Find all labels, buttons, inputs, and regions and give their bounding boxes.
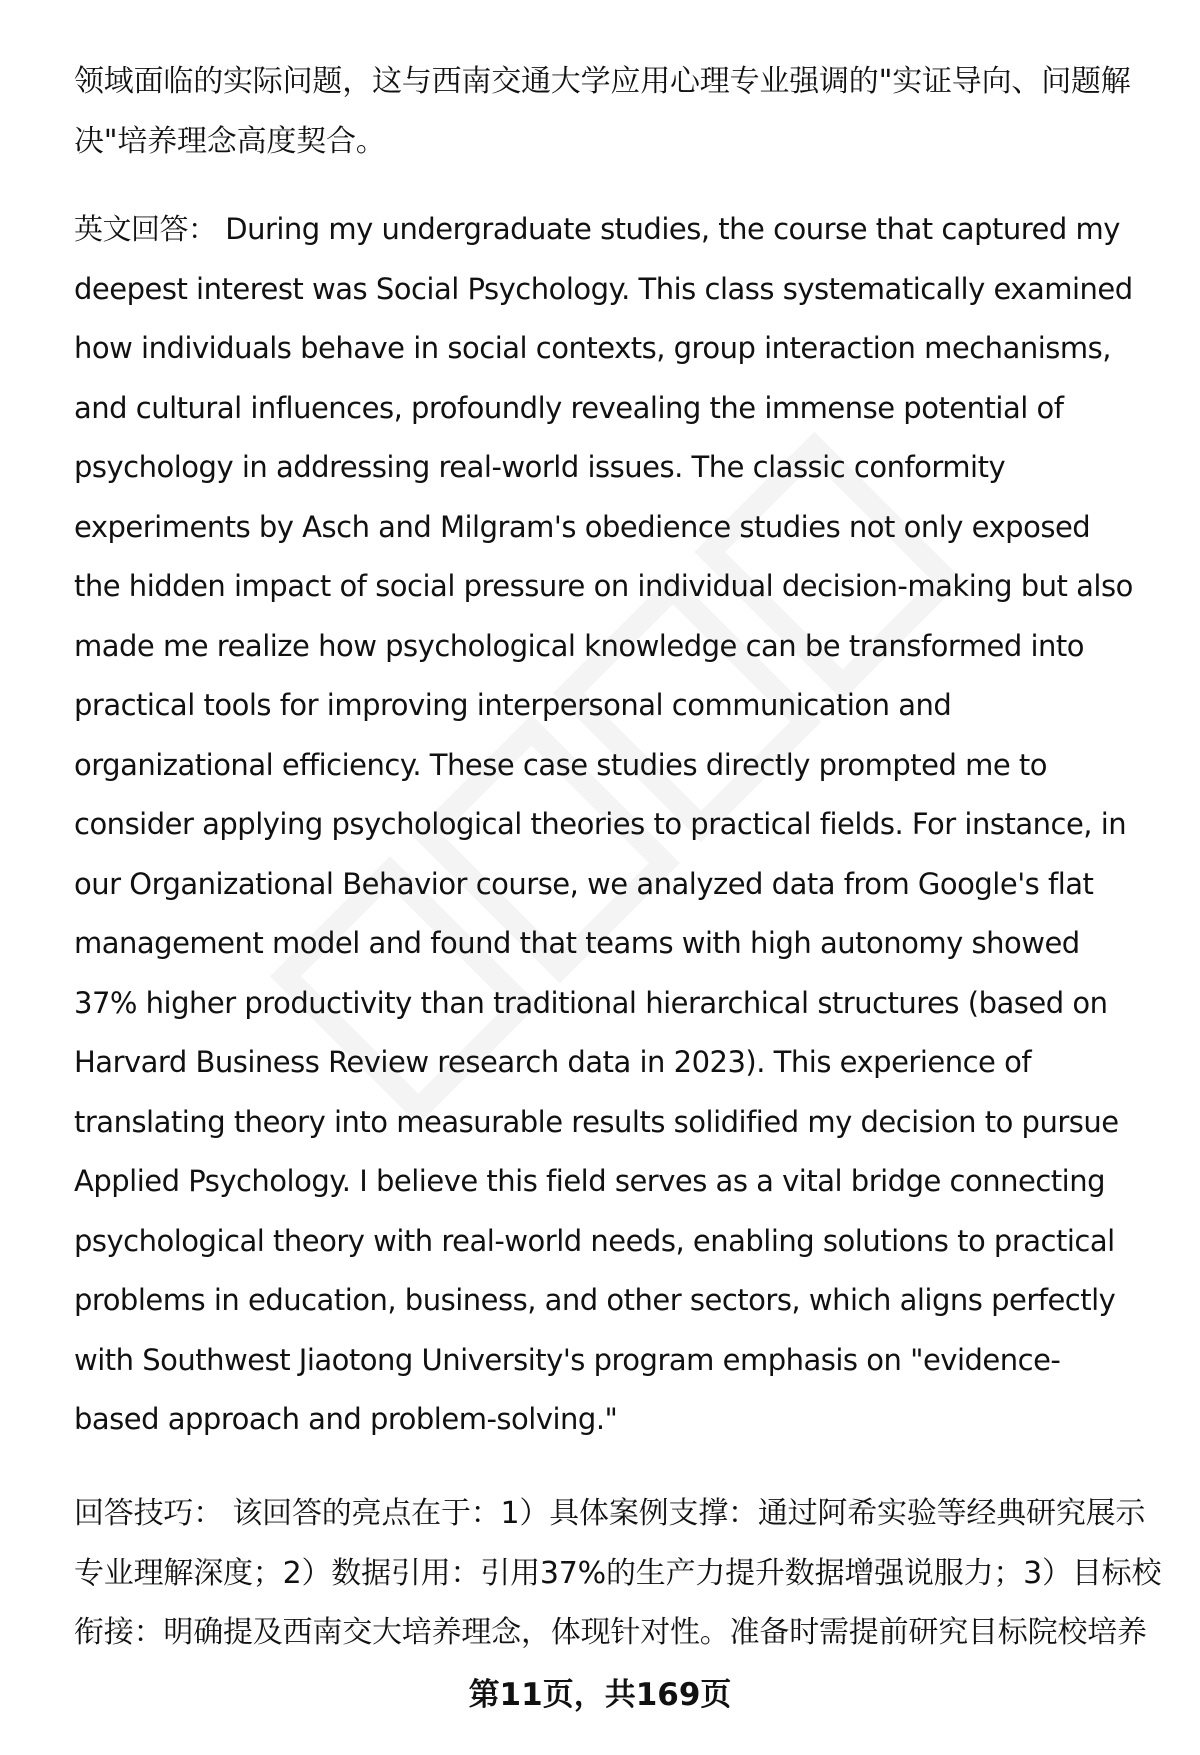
text-line: psychological theory with real-world needs, enabling solutions to practical	[74, 1223, 1115, 1258]
answer-tips-label: 回答技巧：	[74, 1496, 223, 1531]
text-line: our Organizational Behavior course, we analyzed data from Google's flat	[74, 866, 1094, 901]
text-line: organizational efficiency. These case studies directly prompted me to	[74, 747, 1047, 782]
text-line: and cultural influences, profoundly revealing the immense potential of	[74, 390, 1064, 425]
text-line: deepest interest was Social Psychology. This class systematically examined	[74, 271, 1133, 306]
text-line: made me realize how psychological knowledge can be transformed into	[74, 628, 1085, 663]
text-line: the hidden impact of social pressure on individual decision-making but also	[74, 569, 1133, 603]
text-line: translating theory into measurable results solidified my decision to pursue	[74, 1104, 1119, 1139]
text-line: based approach and problem-solving."	[74, 1402, 618, 1436]
text-line: 决"培养理念高度契合。	[74, 123, 386, 159]
answer-tips-paragraph	[74, 1484, 1164, 1663]
text-line: psychology in addressing real-world issues. The classic conformity	[74, 450, 1006, 484]
english-answer-label: 英文回答：	[74, 212, 217, 246]
text-line: consider applying psychological theories to practical fields. For instance, in	[74, 807, 1127, 841]
answer-tips-text: 该回答的亮点在于：1）具体案例支撑：通过阿希实验等经典研究展示	[232, 1496, 1146, 1531]
text-line: practical tools for improving interpersonal communication and	[74, 688, 952, 722]
text-line: Harvard Business Review research data in 2023). This experience of	[74, 1045, 1032, 1079]
english-answer-paragraph	[74, 200, 1164, 1450]
text-line: 专业理解深度；2）数据引用：引用37%的生产力提升数据增强说服力；3）目标校	[74, 1555, 1162, 1591]
text-line: with Southwest Jiaotong University's program emphasis on "evidence-	[74, 1342, 1061, 1377]
english-answer-text: During my undergraduate studies, the course that captured my	[225, 212, 1120, 246]
text-line	[74, 1484, 1164, 1544]
text-line: 领域面临的实际问题，这与西南交通大学应用心理专业强调的"实证导向、问题解	[74, 64, 1131, 99]
text-line: how individuals behave in social contexts, group interaction mechanisms,	[74, 331, 1111, 365]
text-line: problems in education, business, and other sectors, which aligns perfectly	[74, 1283, 1116, 1317]
paragraph-continuation	[74, 52, 1164, 171]
text-line	[74, 200, 1164, 260]
text-line: 37% higher productivity than traditional hierarchical structures (based on	[74, 985, 1108, 1020]
text-line: experiments by Asch and Milgram's obedience studies not only exposed	[74, 509, 1091, 544]
text-line: 衔接：明确提及西南交大培养理念，体现针对性。准备时需提前研究目标院校培养	[74, 1615, 1147, 1650]
text-line: Applied Psychology. I believe this field serves as a vital bridge connecting	[74, 1164, 1105, 1198]
text-line: management model and found that teams with high autonomy showed	[74, 926, 1080, 960]
page-indicator: 第11页，共169页	[468, 1677, 732, 1713]
